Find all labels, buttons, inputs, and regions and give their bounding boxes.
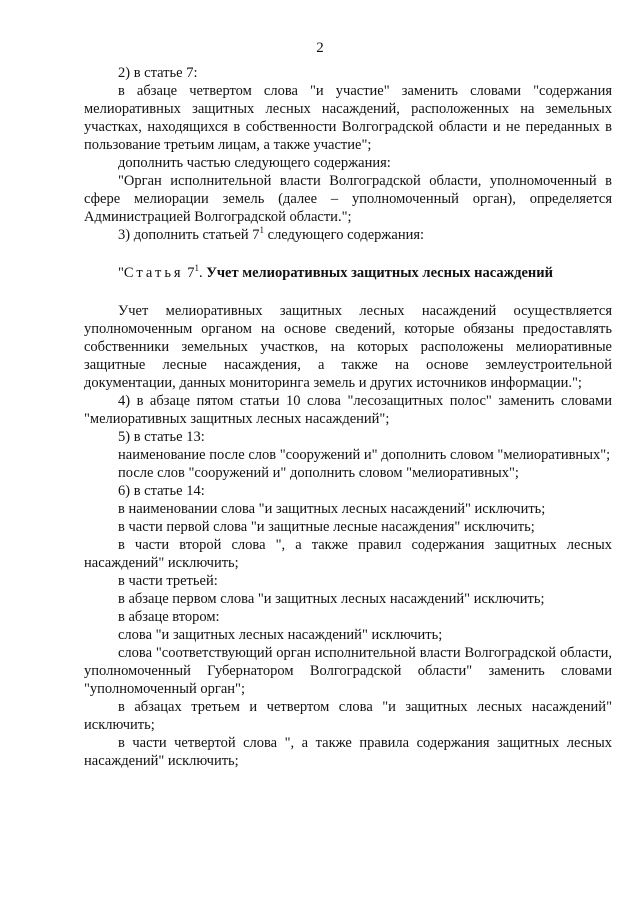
paragraph: 4) в абзаце пятом статьи 10 слова "лесозащитных полос" заменить словами "мелиоративных защитных лесных насаждений";	[84, 393, 612, 427]
paragraph: 2) в статье 7:	[118, 65, 198, 81]
paragraph: Учет мелиоративных защитных лесных насаждений осуществляется уполномоченным органом на основе сведений, которые обязаны предоставлять собственники земельных участков, на которых расположены мелиоративные защитные лесные насаждения, а также на основе землеустроительной документации, данных мониторинга земель и других источников информации.";	[84, 303, 612, 391]
paragraph: в абзаце первом слова "и защитных лесных насаждений" исключить;	[118, 591, 545, 607]
paragraph: 5) в статье 13:	[118, 429, 205, 445]
heading-number: 7	[183, 265, 195, 281]
heading-word: Статья	[123, 265, 184, 281]
paragraph: слова "и защитных лесных насаждений" исключить;	[118, 627, 443, 643]
paragraph-text: 3) дополнить статьей 7	[118, 227, 260, 243]
paragraph: после слов "сооружений и" дополнить словом "мелиоративных";	[118, 465, 519, 481]
paragraph: слова "соответствующий орган исполнительной власти Волгоградской области, уполномоченный Губернатором Волгоградской области" заменить словами "уполномоченный орган";	[84, 645, 612, 697]
article-heading	[84, 264, 612, 282]
paragraph: дополнить частью следующего содержания:	[118, 155, 391, 171]
paragraph-article-7-1	[84, 226, 612, 244]
paragraph: в абзаце четвертом слова "и участие" заменить словами "содержания мелиоративных защитных лесных насаждений, расположенных на земельных участках, находящихся в собственности Волгоградской области и не переданных в пользование третьим лицам, а также участие";	[84, 83, 612, 153]
paragraph: в абзацах третьем и четвертом слова "и защитных лесных насаждений" исключить;	[84, 699, 612, 733]
paragraph: "Орган исполнительной власти Волгоградской области, уполномоченный в сфере мелиорации земель (далее – уполномоченный орган), определяется Администрацией Волгоградской области.";	[84, 173, 612, 225]
paragraph: в абзаце втором:	[118, 609, 220, 625]
heading-dot: .	[198, 265, 207, 281]
paragraph: в части третьей:	[118, 573, 218, 589]
document-body	[84, 64, 612, 770]
heading-title: Учет мелиоративных защитных лесных насаждений	[206, 265, 553, 281]
page-number: 2	[316, 40, 324, 56]
paragraph-text: следующего содержания:	[264, 227, 425, 243]
paragraph: в части первой слова "и защитные лесные насаждения" исключить;	[118, 519, 535, 535]
heading-quote: "	[118, 265, 124, 281]
paragraph: 6) в статье 14:	[118, 483, 205, 499]
paragraph: в части четвертой слова ", а также правила содержания защитных лесных насаждений" исключить;	[84, 735, 612, 769]
superscript: 1	[259, 225, 265, 236]
paragraph: наименование после слов "сооружений и" дополнить словом "мелиоративных";	[118, 447, 611, 463]
superscript: 1	[194, 263, 199, 274]
paragraph: в части второй слова ", а также правил содержания защитных лесных насаждений" исключить;	[84, 537, 612, 571]
paragraph: в наименовании слова "и защитных лесных насаждений" исключить;	[118, 501, 546, 517]
